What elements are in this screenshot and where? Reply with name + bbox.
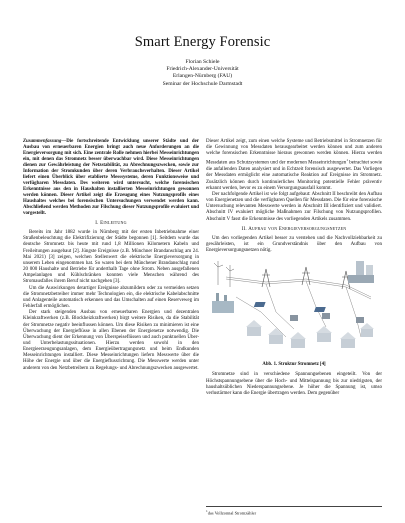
section-heading-1 (23, 221, 199, 227)
right-column (206, 139, 382, 397)
author-university: Friedrich-Alexander-Universität (166, 66, 239, 73)
paragraph: Um den vorliegenden Artikel besser zu verstehen und die Nachvollziehbarkeit zu gewährleisten, ist ein Grundverständnis über den Aufbau von Energieversorgungsnetzen nötig. (206, 235, 382, 254)
author-name: Florian Schiele (185, 59, 220, 65)
wind-turbine-icons (214, 261, 234, 287)
substation-icons (290, 313, 364, 323)
abstract-lead: Zusammenfassung— (23, 139, 67, 144)
section-number: II. (241, 226, 247, 232)
section-title: Einleitung (100, 221, 127, 226)
factory-icon (212, 293, 234, 313)
footnote-mark: 1 (206, 509, 208, 513)
figure-caption: Abb. 1. Struktur Stromnetz [4] (262, 362, 326, 368)
grid-structure-figure (206, 257, 382, 360)
solar-panel-icons (254, 302, 326, 312)
author-city: Erlangen-Nürnberg (FAU) (172, 73, 233, 80)
power-grid-illustration (206, 257, 382, 360)
paragraph: Um die Auswirkungen derartiger Ereignisse abzumildern oder zu vermeiden setzen die Stromnetzbetreiber immer mehr Technologien ein, die elektrische Kabelabschnitte und Anlagenteile automatisch erkennen und das Umschalten auf einen Reserveweg im Fehlerfall ermöglichen. (23, 285, 199, 310)
author-seminar: Seminar der Hochschule Darmstadt (162, 80, 243, 87)
paragraph: Der nachfolgende Artikel ist wie folgt aufgebaut: Abschnitt II beschreibt den Aufbau von Energienetzen und die verfügbaren Quellen für Messdaten. Die für eine forensische Untersuchung relevanten Messwerte werden in Abschnitt III identifiziert und validiert. Abschnitt IV evaluiert mögliche Maßnahmen zur Filschung von Nutzungsprofilen. Abschnitt V fasst die Erkenntnisse des vorliegenden Artikels zusammen. (206, 191, 382, 222)
section-heading-2 (206, 227, 382, 233)
paragraph: Dieser Artikel zeigt, zum einen welche Systeme und Betriebsmittel in Stromnetzen für die Gewinnung von Messdaten herausgearbeitet werden können und zum anderen welche forensischen Erkenntnisse hieraus gewonnen werden können. Hierzu werden Messdaten aus Schutzsystemen und der modernen Messeinrichtungen$^1$ betrachtet sowie die anfallenden Daten analysiert und in Echtzeit forensisch ausgewertet. Das Vorliegen der Messdaten ermöglicht eine automatische Reaktion auf Ereignisse im Stromnetz. Zusätzlich können durch kontinuierliches Monitoring potentielle Fehler präventiv erkannt werden, bevor es zu einem Versorgungsausfall kommt. (206, 139, 382, 191)
abstract (23, 139, 199, 217)
footnote-ref: 1 (346, 158, 348, 163)
footnote-text: das Vollzonnal Stromzähler (207, 510, 257, 516)
paper-title: Smart Energy Forensic (134, 34, 271, 50)
footnote (206, 506, 382, 515)
paragraph: Bereits im Jahr 1882 wurde in Nürnberg mit der ersten Inbetriebnahme einer Straßenbeleuchtung die Elektrifizierung der Städte begonnen [1]. Seitdem wurde das deutsche Stromnetz bis heute mit rund 1,8 Millionen Kilometern Kabeln und Freileitungen ausgebaut [2]. Jüngste Ereignisse (z.B. Münchner Brandanschlag am 24. Mai 2021) [3] zeigen, welchen Stellenwert die elektrische Energieversorgung in unserem Leben eingenommen hat. So waren bei dem Münchener Brandanschlag rund 20 000 Haushalte und Betriebe für anderthalb Tage ohne Strom. Neben ausgefallenen Ampelanlagen und Kühlschränken konnten viele Menschen während des Stromausfalles ihrem Beruf nicht nachgehen [3]. (23, 230, 199, 285)
section-title: Aufbau von Energieversorgungsnetzen (248, 226, 347, 232)
author-block (0, 59, 405, 88)
power-plant-icon (348, 261, 374, 283)
abstract-text: Die fortschreitende Entwicklung unserer Städte und der Ausbau von erneuerbaren Energien bringt auch neue Anforderungen an die Energieversorgung mit sich. Eine zentrale Rolle nehmen hierbei Messeinrichtungen ein, mit denen das Stromnetz besser überwachbar wird. Diese Messeinrichtungen dienen zur Gewährleistung der Netzstabilität, zu Abrechnungszwecken, sowie zur Information der Stromkunden über deren Verbrauchsverhalten. Dieser Artikel liefert einen Überblick über etablierte Messsysteme, deren Funktionsweise und verfügbaren Messdaten. Des weiteren wird untersucht, welche forensischen Erkenntnisse aus den in Haushalten installierten Messeinrichtungen gewonnen werden können. Dieser Artikel zeigt die Erzeugung eines Nutzungsprofils eines Haushaltes welches bei forensischen Untersuchungen verwendet werden kann. Abschließend werden Methoden zur Filschung dieser Nutzungsprofile evaluiert und vorgestellt. (23, 139, 199, 216)
paragraph: Der stark steigenden Ausbau von erneuerbaren Energien und dezentralen Kleinkraftwerken (z.B. Blockheizkraftwerken) birgt weitere Risiken, da die Stabilität der Stromnetze negativ beeinflussen können. Um diese Risiken zu minimieren ist eine Überwachung der Energieflüsse in allen Ebenen der Energienetze notwendig. Die Überwachung dient der Erkennung von Überspeiseflüssen und auch punktuellen Über- und Unterbelastungssituationen. Hierzu werden sowohl in den Energieerzeugungsanlagen, dem Energieübertragungsnetz und beim Endkunden Messeinrichtungen installiert. Diese Messeinrichtungen liefern Messwerte über die Höhe der Energie und über die Energieflussrichtung. Die Messwerte werden unter anderem von den Netzbetreibern zu Regelungs- und Abrechnungszwecken ausgewertet. (23, 310, 199, 371)
paragraph: Stromnetze sind in verschiedene Spannungsebenen eingeteilt. Von der Höchstspannungsebene über die Hoch- und Mittelspannung bis zur niedrigsten, der haushaltsüblichen Niederspannungsebene. Je höher die Spannung ist, umso verlustärmer kann die Energie übertragen werden. Dem gegenüber (206, 372, 382, 396)
left-column (23, 139, 199, 372)
house-icons (246, 320, 374, 348)
section-number: I. (95, 221, 99, 226)
